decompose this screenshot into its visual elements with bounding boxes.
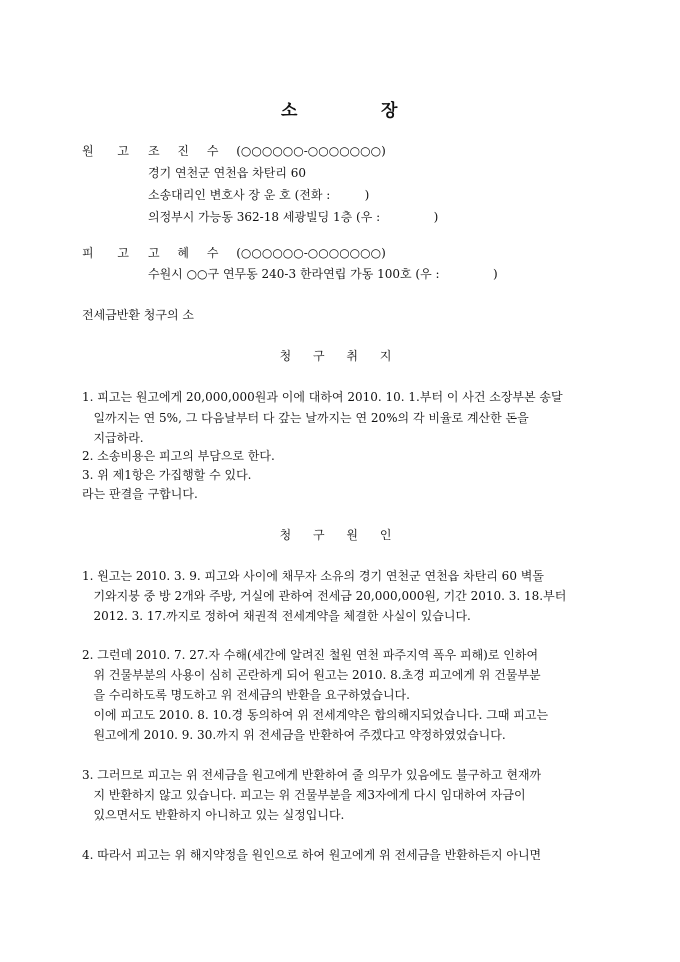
case-title: 전세금반환 청구의 소: [82, 308, 194, 322]
plaintiff-label: 원 고: [82, 144, 139, 158]
plaintiff-name: 조 진 수 (○○○○○○-○○○○○○○): [148, 144, 386, 158]
plaintiff-agent: 소송대리인 변호사 장 운 호 (전화 : ): [148, 188, 370, 202]
claim-line: 라는 판결을 구합니다.: [82, 487, 198, 501]
defendant-label: 피 고: [82, 246, 139, 260]
cause-line: 원고에게 2010. 9. 30.까지 위 전세금을 반환하여 주겠다고 약정하였었습니다.: [82, 728, 506, 742]
cause-line: 기와지붕 중 방 2개와 주방, 거실에 관하여 전세금 20,000,000원, 기간 2010. 3. 18.부터: [82, 589, 567, 603]
cause-line: 지 반환하지 않고 있습니다. 피고는 위 건물부분을 제3자에게 다시 임대하여 자금이: [82, 788, 526, 802]
plaintiff-agent-address: 의정부시 가능동 362-18 세광빌딩 1층 (우 : ): [148, 210, 439, 224]
title-char-2: 장: [381, 101, 398, 121]
claim-line: 3. 위 제1항은 가집행할 수 있다.: [82, 468, 252, 482]
claim-line: 2. 소송비용은 피고의 부담으로 한다.: [82, 449, 275, 463]
claim-line: 1. 피고는 원고에게 20,000,000원과 이에 대하여 2010. 10. 1.부터 이 사건 소장부본 송달: [82, 390, 563, 404]
cause-line: 2. 그런데 2010. 7. 27.자 수해(세간에 알려진 철원 연천 파주지역 폭우 피해)로 인하여: [82, 648, 539, 662]
cause-line: 위 건물부분의 사용이 심히 곤란하게 되어 원고는 2010. 8.초경 피고에게 위 건물부분: [82, 668, 541, 682]
title-char-1: 소: [281, 101, 298, 121]
cause-line: 이에 피고도 2010. 8. 10.경 동의하여 위 전세계약은 합의해지되었습니다. 그때 피고는: [82, 708, 549, 722]
defendant-name: 고 혜 수 (○○○○○○-○○○○○○○): [148, 246, 386, 260]
plaintiff-address: 경기 연천군 연천읍 차탄리 60: [148, 166, 307, 180]
cause-line: 을 수리하도록 명도하고 위 전세금의 반환을 요구하였습니다.: [82, 688, 410, 702]
claim-heading: 청 구 취 지: [279, 349, 401, 363]
claim-line: 일까지는 연 5%, 그 다음날부터 다 갚는 날까지는 연 20%의 각 비율로 계산한 돈을: [82, 411, 529, 425]
cause-line: 3. 그러므로 피고는 위 전세금을 원고에게 반환하여 줄 의무가 있음에도 불구하고 현재까: [82, 768, 542, 782]
cause-line: 4. 따라서 피고는 위 해지약정을 원인으로 하여 원고에게 위 전세금을 반환하든지 아니면: [82, 848, 542, 862]
cause-line: 1. 원고는 2010. 3. 9. 피고와 사이에 채무자 소유의 경기 연천군 연천읍 차탄리 60 벽돌: [82, 569, 544, 583]
claim-line: 지급하라.: [82, 431, 144, 445]
cause-line: 2012. 3. 17.까지로 정하여 채권적 전세계약을 체결한 사실이 있습니다.: [82, 609, 471, 623]
cause-heading: 청 구 원 인: [279, 528, 401, 542]
defendant-address: 수원시 ○○구 연무동 240-3 한라연립 가동 100호 (우 : ): [148, 267, 498, 281]
cause-line: 있으면서도 반환하지 아니하고 있는 실정입니다.: [82, 808, 345, 822]
